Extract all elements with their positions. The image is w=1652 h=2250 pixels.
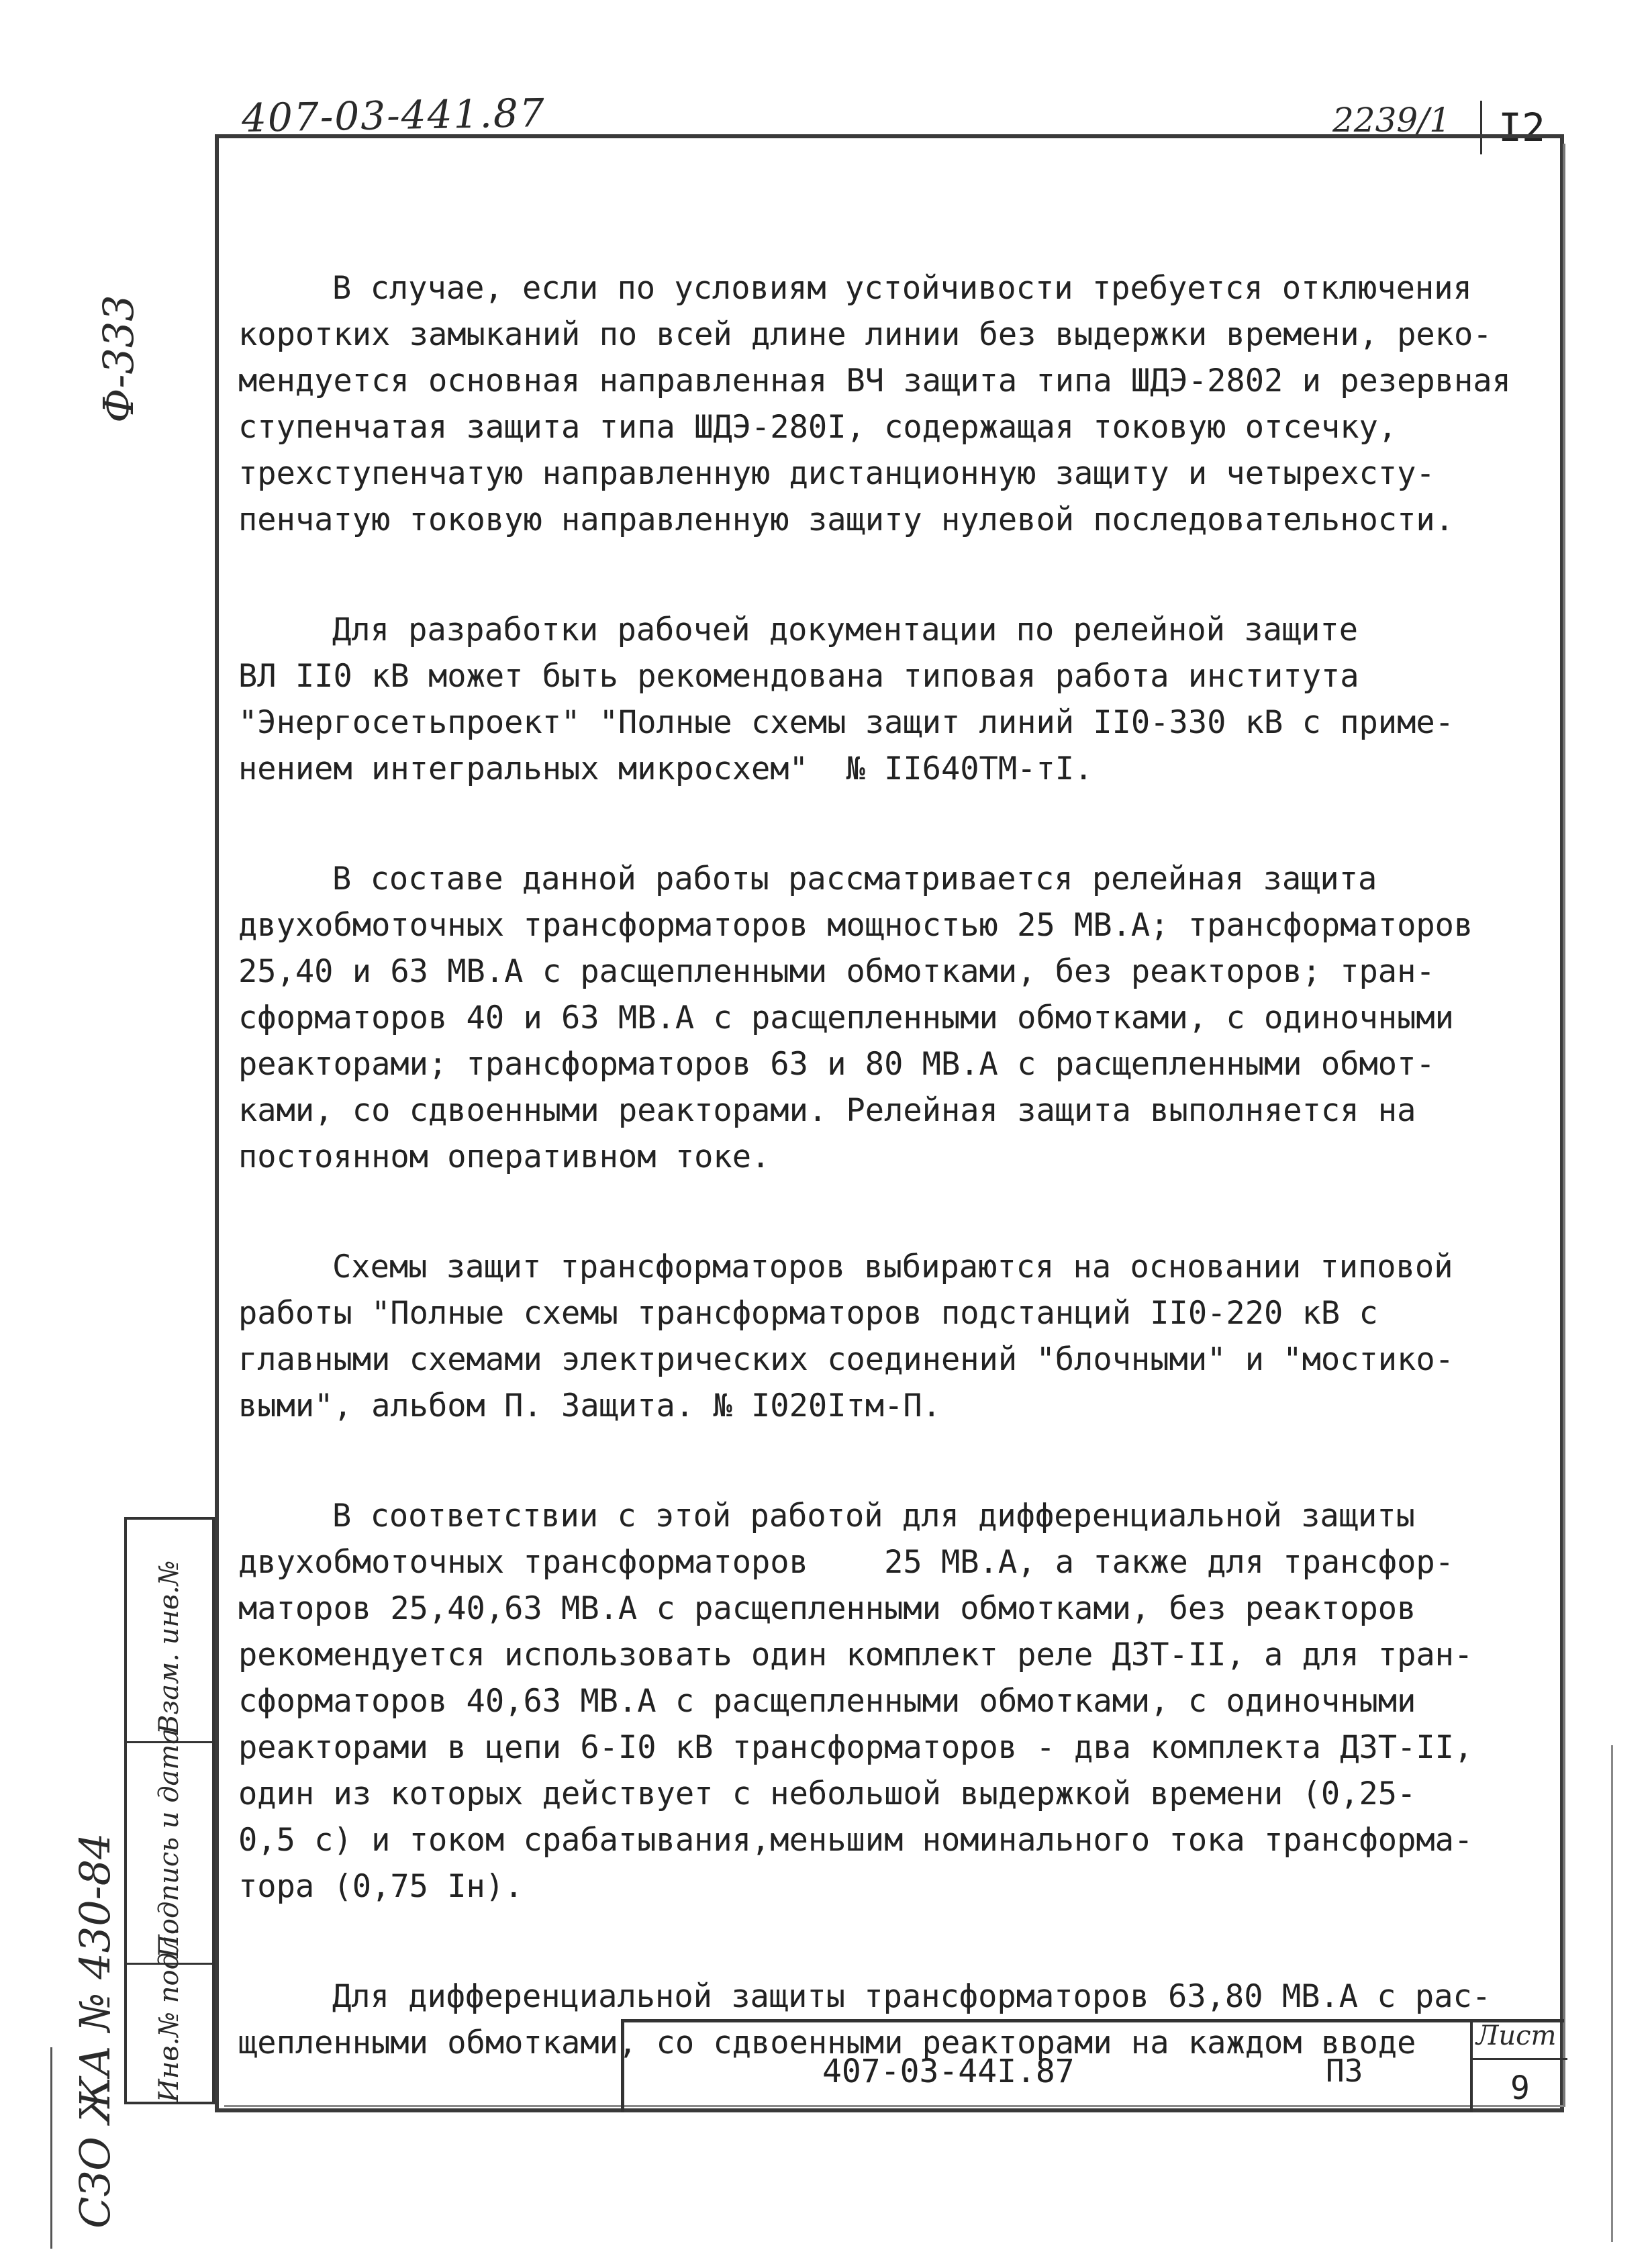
title-block-doc-type: ПЗ bbox=[1326, 2053, 1363, 2089]
paragraph-documentation: Для разработки рабочей документации по релейной защите ВЛ II0 кВ может быть рекомендована типовая работа института "Энергосетьпроект" "Полные схемы защит линий II0-330 кВ с приме- нением интегральных микросхем" № II640ТМ-тI. bbox=[238, 612, 1454, 787]
top-sheet-number: I2 bbox=[1480, 101, 1561, 154]
scan-edge-right bbox=[1611, 1745, 1613, 2242]
paragraph-schemes: Схемы защит трансформаторов выбираются на основании типовой работы "Полные схемы трансформаторов подстанций II0-220 кВ с главными схемами электрических соединений "блочными" и "мостико- выми", альбом П. Защита. № I020Iтм-П. bbox=[238, 1249, 1454, 1424]
stamp-cell-replace bbox=[127, 1520, 212, 1741]
handwritten-doc-code: 407-03-441.87 bbox=[241, 90, 546, 141]
stamp-cell-original bbox=[127, 1926, 212, 2107]
paragraph-differential: В соответствии с этой работой для дифференциальной защиты двухобмоточных трансформаторов 25 МВ.А, а также для трансфор- маторов 25,40,63 МВ.А с расщепленными обмотками, без реакторов рекомендуется использовать один комплект реле ДЗТ-II, а для тран- сформаторов 40,63 МВ.А с расщепленными обмотками, с одиночными реакторами в цепи 6-I0 кВ трансформаторов - два комплекта ДЗТ-II, один из которых действует с небольшой выдержкой времени (0,25- 0,5 с) и током срабатывания,меньшим номинального тока трансформа- тора (0,75 Iн). bbox=[238, 1498, 1473, 1905]
stamp-label-original: Инв.№ подл. bbox=[154, 1926, 185, 2102]
title-block bbox=[621, 2019, 1564, 2112]
stamp-label-signature: Подпись и дата bbox=[154, 1728, 185, 1958]
handwritten-margin-note: СЗО ЖА № 430-84 bbox=[70, 1832, 119, 2229]
paragraph-protection-hf: В случае, если по условиям устойчивости требуется отключения коротких замыканий по всей длине линии без выдержки времени, реко- мендуется основная направленная ВЧ защита типа ШДЭ-2802 и резервная ступенчатая защита типа ШДЭ-280I, содержащая токовую отсечку, трехступенчатую направленную дистанционную защиту и четырехсту- пенчатую токовую направленную защиту нулевой последовательности. bbox=[238, 270, 1511, 538]
title-block-sheet-number: 9 bbox=[1473, 2058, 1567, 2107]
title-block-sheet-label: Лист bbox=[1476, 2020, 1557, 2051]
paragraph-split-windings: Для дифференциальной защиты трансформаторов 63,80 МВ.А с рас- щепленными обмотками, со сдвоенными реакторами на каждом вводе bbox=[238, 1978, 1492, 2061]
body-text bbox=[238, 265, 1541, 2066]
scan-edge-left bbox=[50, 2047, 52, 2249]
handwritten-inventory-number: 2239/1 bbox=[1332, 101, 1451, 140]
title-block-sheet-cell bbox=[1470, 2019, 1567, 2112]
title-block-code: 407-03-44I.87 bbox=[822, 2053, 1075, 2090]
stamp-label-replace: Взам. инв.№ bbox=[154, 1560, 185, 1734]
margin-stamp bbox=[124, 1517, 215, 2104]
paragraph-transformers: В составе данной работы рассматривается релейная защита двухобмоточных трансформаторов мощностью 25 МВ.А; трансформаторов 25,40 и 63 МВ.А с расщепленными обмотками, без реакторов; тран- сформаторов 40 и 63 МВ.А с расщепленными обмотками, с одиночными реакторами; трансформаторов 63 и 80 МВ.А с расщепленными обмот- ками, со сдвоенными реакторами. Релейная защита выполняется на постоянном оперативном токе. bbox=[238, 861, 1473, 1175]
form-code: Ф-333 bbox=[94, 295, 143, 423]
